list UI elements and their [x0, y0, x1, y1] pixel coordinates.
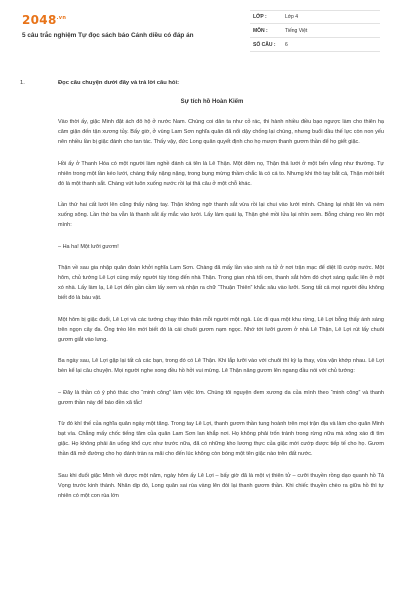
document-header: [0, 0, 400, 68]
meta-row-subject: [250, 24, 380, 38]
story-paragraph: Lần thứ hai cất lưới lên cũng thấy nặng tay. Thận không ngờ thanh sắt vừa rồi lại chui vào lưới mình. Chàng lại nhặt lên và ném xuống sông. Lần thứ ba vẫn là thanh sắt ấy mắc vào lưới. Lấy làm quái lạ, Thận ghé mồi lửa lại nhìn xem. Bỗng chàng reo lên một mình:: [58, 202, 384, 228]
story-title: Sự tích hồ Hoàn Kiếm: [180, 99, 244, 105]
story-paragraph: Ba ngày sau, Lê Lợi gặp lại tất cả các bạn, trong đó có Lê Thận. Khi lắp lưỡi vào với chuôi thì kỳ lạ thay, vừa vặn khớp nhau. Lê Lợi bèn kể lại câu chuyện. Mọi người nghe xong đều hồ hởi vui mừng. Lê Thận nâng gươm lên ngang đầu nói với chủ tướng:: [58, 358, 384, 374]
meta-row-grade: [250, 10, 380, 24]
story-body: [58, 117, 384, 512]
question-prompt: Đọc câu chuyện dưới đây và trả lời câu hỏi:: [58, 80, 180, 86]
meta-row-count: [250, 38, 380, 52]
meta-value-count: 6: [285, 41, 288, 48]
meta-table: [250, 10, 380, 52]
meta-key-grade: LỚP :: [253, 14, 267, 20]
meta-key-count: SỐ CÂU :: [253, 41, 276, 48]
meta-key-subject: MÔN :: [253, 27, 268, 34]
meta-value-subject: Tiếng Việt: [285, 27, 308, 34]
story-paragraph: – Đây là thần có ý phó thác cho “minh công” làm việc lớn. Chúng tôi nguyện đem xương da của mình theo “minh công” và thanh gươm thần này để báo đền xã tắc!: [58, 389, 384, 406]
meta-value-grade: Lớp 4: [285, 14, 299, 20]
story-paragraph: Sau khi đuổi giặc Minh về được một năm, ngày hôm ấy Lê Lợi – bấy giờ đã là một vị thiên tử – cưỡi thuyền rồng dạo quanh hồ Tả Vọng trước kinh thành. Nhân dịp đó, Long quân sai rùa vàng lên đòi lại thanh gươm thần. Khi chiếc thuyền chèo ra giữa hồ thì tự nhiên có một con rùa lớn: [58, 472, 384, 499]
site-logo[interactable]: [22, 13, 66, 27]
story-paragraph: – Ha ha! Một lưỡi gươm!: [58, 243, 119, 250]
page-title: 5 câu trắc nghiệm Tự đọc sách báo Cánh diều có đáp án: [22, 32, 194, 39]
question-number: 1.: [20, 80, 25, 86]
logo-suffix: .vn: [56, 15, 67, 21]
story-paragraph: Hồi ấy ở Thanh Hóa có một người làm nghề đánh cá tên là Lê Thận. Một đêm nọ, Thận thả lưới ở một bến vắng như thường. Tự nhiên trong một lần kéo lưới, chàng thấy nặng nặng, trong bụng mừng thầm chắc là có cá to. Nhưng khi thò tay bắt cá, Thận mới biết đó là một thanh sắt. Chàng vứt luôn xuống nước rồi lại thả câu ở một chỗ khác.: [58, 160, 384, 187]
story-paragraph: Thận về sau gia nhập quân đoàn khởi nghĩa Lam Sơn. Chàng đã mấy lần vào sinh ra tử ở nơi trận mạc để diệt lũ cướp nước. Một hôm, chủ tướng Lê Lợi cùng mấy người tùy tòng đến nhà Thận. Trong gian nhà tối om, thanh sắt hôm đó chợt sáng quắc lên ở một xó nhà. Lấy làm lạ, Lê Lợi đến gần cầm lấy xem và nhận ra chữ “Thuận Thiên” khắc sâu vào lưỡi. Song tất cả mọi người đều không biết đó là báu vật.: [58, 265, 384, 301]
story-paragraph: Từ đó khí thế của nghĩa quân ngày một tăng. Trong tay Lê Lợi, thanh gươm thần tung hoành trên mọi trận địa và làm cho quân Minh bạt vía. Chẳng mấy chốc tiếng tăm của quân Lam Sơn lan khắp nơi. Họ không phải trốn tránh trong rừng nữa mà xông xáo đi tìm giặc. Họ không phải ăn uống khổ cực như trước nữa, đã có những kho lương thực của giặc mới cướp được tiếp tế cho họ. Gươm thần đã mở đường cho họ đánh tràn ra mãi cho đến lúc không còn bóng một tên giặc nào trên đất nước.: [58, 421, 384, 457]
story-paragraph: Vào thời ấy, giặc Minh đặt ách đô hộ ở nước Nam. Chúng coi dân ta như cỏ rác, thi hành nhiều điều bạo ngược làm cho thiên hạ căm giận đến tận xương tủy. Bấy giờ, ở vùng Lam Sơn nghĩa quân đã nổi dậy chống lại chúng, nhưng buổi đầu thế lực còn non yếu nên nhiều lần bị giặc đánh cho tan tác. Thấy vậy, đức Long quân quyết định cho họ mượn thanh gươm thần để họ giết giặc.: [58, 119, 384, 145]
logo-text: 2048: [22, 13, 57, 27]
story-paragraph: Một hôm bị giặc đuổi, Lê Lợi và các tướng chạy tháo thân mỗi người một ngả. Lúc đi qua một khu rừng, Lê Lợi bỗng thấy ánh sáng trên ngọn cây đa. Ông trèo lên mới biết đó là cái chuôi gươm nạm ngọc. Nhớ tới lưỡi gươm ở nhà Lê Thận, Lê Lợi rút lấy chuôi gươm giắt vào lưng.: [58, 316, 384, 343]
